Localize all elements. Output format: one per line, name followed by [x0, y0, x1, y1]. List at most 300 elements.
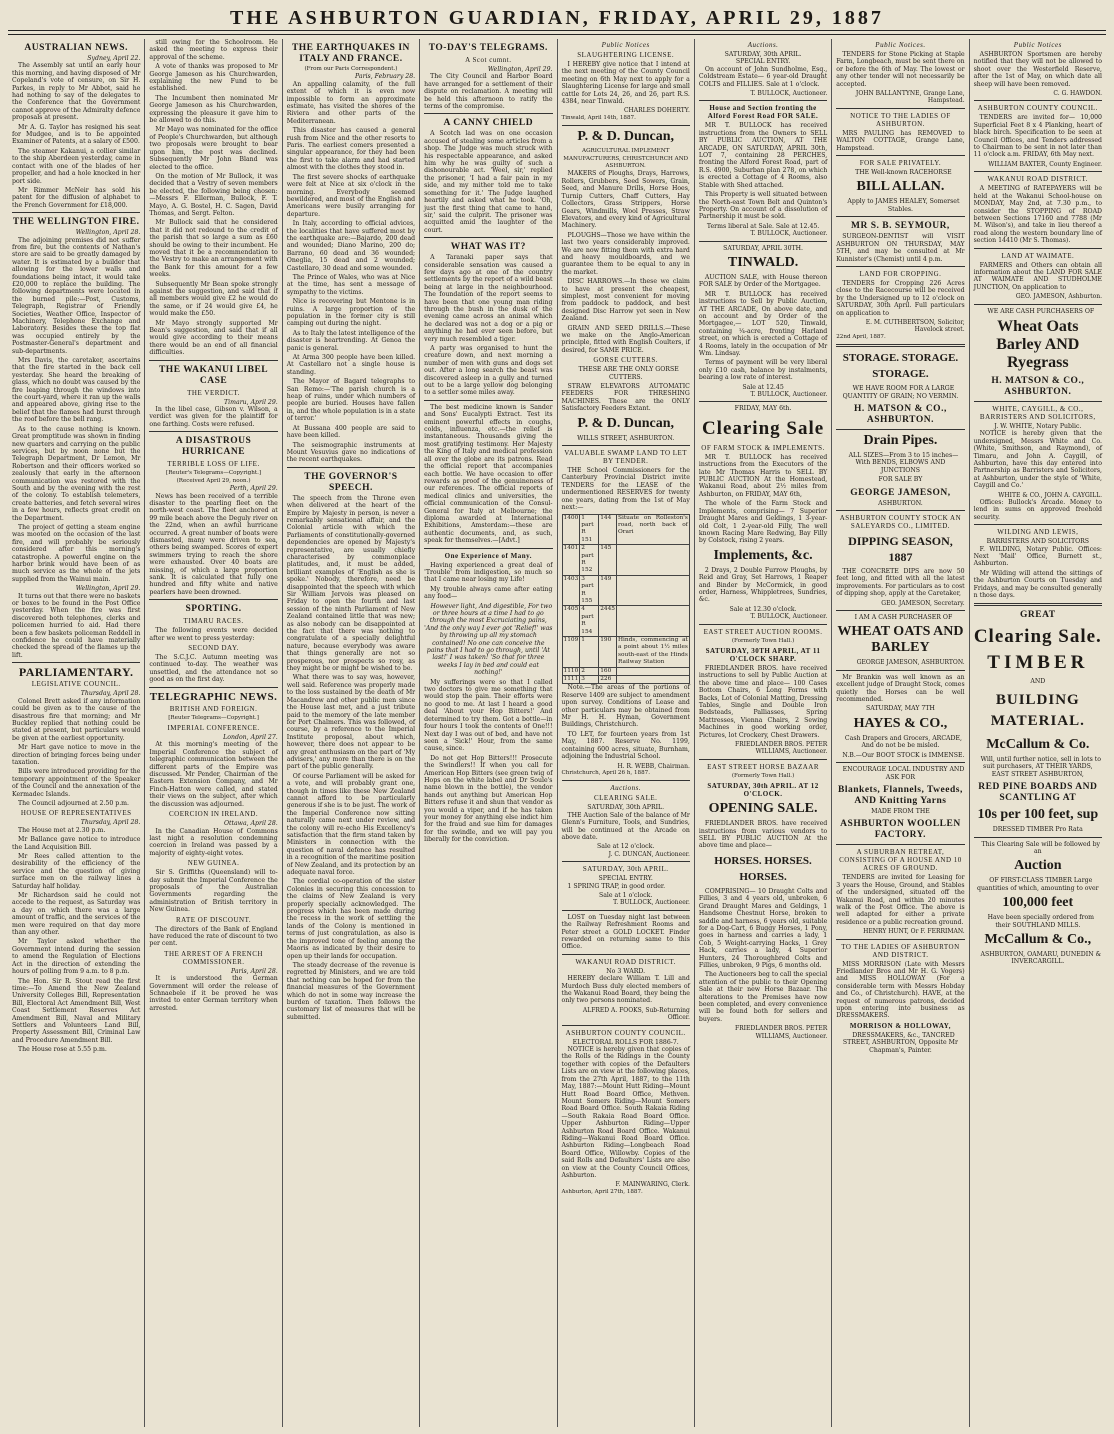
advert-title-clearing-sale: Clearing Sale.	[973, 625, 1102, 647]
notice-title-white-caygill: WHITE, CAYGILL, & CO., BARRISTERS AND SOLICITORS,	[979, 404, 1096, 421]
notice-title-house-section: House and Section fronting the Alford Forest Road FOR SALE.	[707, 104, 819, 121]
notice-text: THE CONCRETE DIPS are now 50 feet long, and fitted with all the latest improvements. For particulars as to cost of dipping shop, apply at the Caretaker,	[836, 568, 965, 598]
notice-text: Note.—The areas of the portions of Reserve 1409 are subject to amendment upon survey. Conditions of Lease and other particulars may be obtained from Mr H. H. Hyman, Government Buildings, Christchurch.	[561, 684, 690, 729]
divider	[12, 212, 140, 213]
advertisement-paragraph: However light, And digestible, For two or three hours at a time I had to go through the most Excruciating pains, 'And the only way I ever got 'Relief!' was by throwing up all my stomach contained! No one can conceive the pains that I had to go through, until 'At last!' I was taken! 'So that for three weeks I lay in bed and could eat nothing!'	[424, 602, 553, 677]
article-paragraph: Mr Ballance gave notice to introduce the Land Acquisition Bill.	[12, 836, 141, 851]
sale-time: Sale at 12.45	[742, 383, 784, 391]
notice-text: A MEETING of RATEPAYERS will be held at the Wakanui School-house on MONDAY, May 2nd, at 7.30 p.m., to consider the STOPPING of ROAD between Sections 17160 and 7788 (Mr M. Wilson's), and take in lieu thereof a road along the western boundary line of section 14410 (Mr S. Thomas).	[973, 185, 1102, 245]
table-cell-loc	[617, 545, 690, 576]
advert-title-wheat-oats-barley: WHEAT OATS AND BARLEY	[837, 624, 964, 656]
notice-text: 2 Drays, 2 Double Furrow Ploughs, by Reid and Gray, Set Harrows, 1 Reaper and Binder by McCormick, in good order, Harness, Whippletrees, Sundries, &c.	[698, 566, 828, 604]
article-paragraph: News has been received of a terrible disaster to the pearling fleet on the north-west coast. The fleet anchored at 99 mile beach above the Deguly river on the 22nd, when an awful hurricane occurred. A great number of boats were dismasted, many were driven to sea, others being swamped. Scores of expert swimmers trying to reach the shore were exhausted. Over 40 boats are missing, of which a large proportion sank. It is calculated that fully one hundred and fifty white and native pearlers have been drowned.	[149, 492, 278, 596]
column-6	[695, 39, 832, 1427]
notice-title-clearing-sale: CLEARING SALE.	[593, 794, 658, 803]
notice-text: I HEREBY give notice that I intend at the next meeting of the County Council meeting on 6th May next to apply for a Slaughtering License for large and small cattle for Lots 24, 26, and 26, part R.S. 4384, near Tinwald.	[561, 61, 690, 106]
table-cell-area: 144	[599, 514, 617, 545]
notice-text: NOTICE is hereby given that copies of the Rolls of the Ridings in the County together with copies of the Defaulters Lists are on view at the following places, from the 27th April, 1887, to the 11th May, 1887:—Mount Hutt Riding—Mount Hutt Road Board Office, Methven. Mount Somers Riding—Mount Somers Road Board Office. South Rakaia Riding—South Rakaia Road Board Office. Upper Ashburton Riding—Upper Ashburton Road Board Office. Wakanui Riding—Wakanui Road Board Office. Ashburton Riding—Longbeach Road Board Office, Willowby. Copies of the said Rolls and Defaulters' Lists are also on view at the County Council Offices, Ashburton.	[561, 1046, 690, 1179]
divider	[836, 344, 964, 347]
signature: FRIEDLANDER BROS. PETER WILLIAMS, Auctioneer.	[734, 1025, 828, 1040]
signature: E. M. CUTHBERTSON, Solicitor, Havelock street.	[865, 318, 965, 334]
notice-text: MR T. BULLOCK has received instructions to Sell by Public Auction, AT THE ARCADE, On above date, and on account and by Order of the Mortgagee,— LOT 520, Tinwald, containing ¼-acre, fronting Harland street, on which is erected a Cottage of 4 Rooms, lately in the occupation of Mr Wm. Lindsay.	[698, 290, 828, 357]
advert-text: ALL SIZES—From 3 to 15 inches— With BENDS, ELBOWS AND JUNCTIONS	[848, 451, 959, 474]
heading-telegraphic-news: TELEGRAPHIC NEWS.	[149, 690, 278, 703]
divider	[287, 467, 415, 468]
signature: T. BULLOCK, Auctioneer.	[750, 230, 828, 238]
section-header-auctions: Auctions.	[747, 41, 779, 49]
dateline: Paris, February 28.	[355, 73, 416, 81]
heading-wakanui-libel-case: THE WAKANUI LIBEL CASE	[158, 364, 269, 386]
sale-date: SATURDAY, 30th APRIL.	[724, 51, 802, 58]
advert-subtitle: AGRICULTURAL IMPLEMENT MANUFACTURERS, CHRISTCHURCH AND ASHBURTON.	[563, 148, 689, 170]
article-paragraph: The steady decrease of the revenue is regretted by Ministers, and we are told that nothing can be hoped for from the financial measures of the Government which do not in some way increase the burden of taxation. Then follows the customary list of measures that will be submitted.	[286, 961, 416, 1021]
divider	[836, 939, 964, 940]
advert-title-duncan: P. & D. Duncan,	[577, 415, 675, 431]
advert-text: Cash Drapers and Grocers, ARCADE, And do not be be misled.	[844, 734, 962, 750]
notice-text: TENDERS are invited for Leasing for 3 years the House, Ground, and Stables of the undersigned, situated off the Wakanui Road, and within 20 minutes walk of the Post Office. The above is well adapted for either a private residence or a public recreation ground.	[836, 874, 965, 926]
table-row	[562, 637, 689, 668]
divider	[836, 216, 964, 217]
table-cell-no: 1403	[562, 575, 580, 606]
divider	[12, 662, 140, 663]
divider	[836, 670, 964, 671]
sale-date: SATURDAY, 30TH APRIL, AT 11 O'CLOCK SHARP.	[705, 646, 821, 663]
divider	[562, 954, 690, 955]
article-paragraph: The seismographic instruments at Mount Vesuvius gave no indications of the recent earthquakes.	[286, 441, 416, 464]
heading-wellington-fire: THE WELLINGTON FIRE.	[12, 217, 140, 228]
notice-subtitle: SPECIAL ENTRY.	[598, 875, 653, 883]
divider	[424, 113, 552, 114]
dateline: Thursday, April 28.	[80, 819, 141, 827]
signature: F. MAINWARING, Clerk.	[615, 1181, 690, 1189]
article-paragraph: Mrs Davis, the caretaker, ascertains that the fire started in the back cell yesterday. She heard the breaking of glass, which no doubt was caused by the fire leaping through the windows into the court-yard, where it ran up the walls and appeared above, giving rise to the belief that the flames had burst through the roof before the bell rang.	[12, 357, 141, 424]
divider	[424, 400, 552, 401]
advert-title-mccallum: McCallum & Co.	[986, 736, 1090, 752]
advert-title-hayes: HAYES & CO.,	[853, 715, 948, 731]
article-paragraph: The directors of the Bank of England have reduced the rate of discount to two per cent.	[149, 925, 278, 948]
table-row	[562, 514, 689, 545]
notice-text: ASHBURTON Sportsmen are hereby notified that they will not be allowed to shoot over the Westerfield Reserve, after the 1st of May, on which date all sheep will have been removed.	[973, 51, 1102, 88]
notice-text: Terms of payment will be very liberal only £10 cash, balance by instalments, bearing a low rate of interest.	[698, 359, 828, 382]
table-cell-area: 2445	[599, 606, 617, 637]
advert-text: WE ARE CASH PURCHASERS OF	[987, 307, 1095, 315]
divider	[562, 1025, 690, 1026]
article-paragraph: As to the cause nothing is known. Great promptitude was shown in finding new quarters and carrying on the public services, but by noon none but the Telegraph Department, Dr Lemon, Mr Robertson and their officers worked so zealously that early in the afternoon communication was restored with the South and by the evening with the rest of the colony. To establish telemeters, create batteries, and fetch several wires in a few hours, reflects great credit on the Department.	[12, 425, 141, 522]
subheading-loss-of-life: TERRIBLE LOSS OF LIFE.	[167, 460, 260, 469]
advert-text: MAKERS of Ploughs, Drays, Harrows, Rollers, Grubbers, Seed Sowers, Grain, Seed, and Manure Drills, Horse Hoes, Turnip Cutters, Chaff Cutters, Hay Collectors, Grass Strippers, Horse Gears, Windmills, Wool Presses, Straw Elevators, and every kind of Agricultural Machinery.	[561, 170, 690, 230]
notice-title-for-sale: FOR SALE PRIVATELY.	[859, 159, 942, 168]
heading-what-was-it: WHAT WAS IT?	[450, 242, 526, 253]
notice-title-county-council: ASHBURTON COUNTY COUNCIL.	[565, 1028, 686, 1037]
table-cell-lot: 3 part R 155	[580, 575, 599, 606]
table-row	[562, 575, 689, 606]
advert-title-duncan: P. & D. Duncan,	[577, 129, 675, 145]
advert-text: I AM A CASH PURCHASER OF	[854, 614, 953, 622]
columns	[8, 39, 1106, 1427]
advert-text: PLOUGHS—Those we have within the last two years considerably improved. We are now fitting them with extra hard and heavy mouldboards, and we guarantee them to be equal to any in the market.	[561, 231, 690, 276]
table-cell-no: 1111	[563, 676, 579, 683]
article-paragraph: What there was to say was, however, well said. Reference was properly made to the loss sustained by the death of Mr Macandrew and other public men since the House last met, and a just tribute paid to the memory of the late member for Port Chalmers. This was followed, of course, by a reference to the Imperial Institute proposal, about which, however, there does not appear to be any great enthusiasm on the part of 'My advisers,' any more than there is on the part of the public generally.	[286, 674, 416, 771]
divider	[149, 599, 277, 600]
advert-text: OF FIRST-CLASS TIMBER Large quantities of which, amounting to over	[976, 877, 1099, 892]
advert-title-jameson: GEORGE JAMESON,	[850, 487, 951, 498]
advert-title-building-material: BUILDING MATERIAL.	[990, 691, 1085, 729]
advert-text: ENCOURAGE LOCAL INDUSTRY AND ASK FOR	[842, 766, 965, 781]
section-header-public-notices: Public Notices	[601, 41, 650, 49]
subheading-timaru-races: TIMARU RACES.	[183, 617, 244, 626]
masthead-title: THE ASHBURTON GUARDIAN, FRIDAY, APRIL 29, 1887	[8, 6, 1106, 31]
signature: WHITE & CO., JOHN A. CAYGILL.	[998, 491, 1102, 499]
notice-subtitle: (Formerly Town Hall.)	[731, 637, 795, 644]
dateline: Wellington, April 29.	[487, 66, 553, 73]
notice-text: THE Well-known RACEHORSE	[855, 169, 952, 177]
divider	[974, 171, 1102, 172]
divider	[149, 687, 277, 688]
notice-title: SATURDAY, 30th APRIL.	[582, 865, 669, 874]
article-paragraph: Mr Rees called attention to the desirability of the efficiency of the service and the question of giving surface men on the railway lines a Saturday half holiday.	[12, 853, 141, 890]
advertisement-paragraph: My trouble always came after eating any food—	[424, 585, 553, 601]
column-8	[970, 39, 1106, 1427]
notice-subtitle: ELECTORAL ROLLS FOR 1886-7.	[572, 1038, 679, 1046]
notice-text: TENDERS for Cropping 226 Acres close to the Racecourse will be received by the Undersigned up to 12 o'clock on SATURDAY, 30th April. Full particulars on application to	[836, 279, 965, 317]
subheading: A Scot cumnt.	[465, 56, 512, 64]
notice-title-auction-rooms: EAST STREET AUCTION ROOMS.	[703, 627, 823, 636]
notice-title-wilding-lewis: WILDING AND LEWIS,	[997, 528, 1079, 537]
table-cell-area: 149	[599, 575, 617, 606]
notice-title-horse-bazaar: EAST STREET HORSE BAZAAR	[707, 762, 819, 771]
notice-date: 22nd April, 1887.	[836, 333, 886, 340]
divider	[699, 401, 827, 402]
advert-title-blankets: Blankets, Flannels, Tweeds, AND Knitting Yarns	[838, 784, 963, 806]
article-paragraph: At Bussana 400 people are said to have been killed.	[286, 424, 416, 440]
notice-text: TO LET, for fourteen years from 1st May, 1887. Reserve No. 1199, containing 600 acres, situate, Burnham, adjoining the Industrial School.	[561, 730, 690, 761]
article-paragraph: The speech from the Throne even when delivered at the heart of the Empire by Majesty in person, is never a remarkably sensational affair, and the Colonial article with which the Parliaments of constitutionally-governed dependencies are opened by Majesty's representative, are usually chiefly characterised by commonplace platitudes, and, it must be added, brilliant examples of 'English as she is spoke.' Nobody, therefore, need be disappointed that the speech with which Sir William Jervois was pleased on Friday to open the fourth and last session of the ninth Parliament of New Zealand contained little that was new; as also nobody can be disappointed at the fact that there was nothing to congratulate of a specially delightful nature, because everybody was aware that things generally are not so prosperous, nor prospects so rosy, as they might be or might be wished to be.	[286, 494, 416, 673]
column-2	[145, 39, 282, 1427]
table-cell-loc	[617, 575, 690, 606]
notice-text: Mr Brankin was well known as an excellent judge of Draught Stock, comes quietly the Horses can be well recommended.	[836, 673, 965, 704]
article-paragraph: At this morning's meeting of the Imperial Conference the subject of telegraphic communication between the different parts of the Empire was discussed. Mr Pender, Chairman of the Eastern Extension Company, and Mr Finch-Hatton were called, and stated their views on the subject, after which the discussion was adjourned.	[149, 741, 278, 808]
advert-text: DISC HARROWS.—In these we claim to have at present the cheapest, simplest, most convenient for moving from paddock to paddock, and best designed Disc Harrow yet seen in New Zealand.	[561, 278, 690, 323]
table-cell-loc: Situate on Rolleston's road, north back of Orari	[617, 514, 690, 545]
notice-text: THE School Commissioners for the Canterbury Provincial District invite TENDERS for the LEASE of the undermentioned RESERVES for twenty one years, dating from the 1st of May next:—	[561, 467, 690, 512]
article-paragraph: An appalling calamity, of the full extent of which it is even now impossible to form an approximate estimate, has visited the shores of the Riviera and other parts of the Mediterranean.	[286, 80, 416, 125]
advert-quantity: 100,000 feet	[1002, 895, 1074, 911]
advert-title-woollen-factory: ASHBURTON WOOLLEN FACTORY.	[840, 819, 961, 841]
notice-text: Mr Wilding will attend the sittings of the Ashburton Courts on Tuesday and Fridays, and may be consulted generally n those days.	[973, 569, 1102, 600]
sale-terms: Terms liberal at Sale. Sale at 12.45.	[706, 222, 820, 230]
dateline: Thursday, April 28.	[80, 690, 141, 698]
advert-title-timber: TIMBER	[987, 651, 1089, 673]
divider	[974, 603, 1102, 606]
signature: H. R. WEBB, Chairman.	[617, 762, 690, 770]
signature: T. BULLOCK, Auctioneer.	[613, 899, 690, 907]
notice-text: TENDERS are invited for— 10,000 Superficial Feet 8 x 4 Planking, heart of black birch. Specification to be seen at Council Offices, and Tenders addressed to Chairman to be sent in not later than 11 o'clock a.m. FRIDAY, 6th May next.	[973, 114, 1102, 159]
sale-date: FRIDAY, MAY 6th.	[734, 405, 792, 413]
advert-text: ASHBURTON, OAMARU, DUNEDIN & INVERCARGILL.	[980, 950, 1102, 966]
article-paragraph: Mr Bullock said that he considered that it did not redound to the credit of the parish that so large a sum as £60 should be owing to their incumbent. He moved that it be a recommendation to the Vestry to make an arrangement with the Bank for this amount for a few weeks.	[149, 219, 278, 279]
divider	[149, 431, 277, 432]
article-paragraph: Nice is recovering but Mentone is in ruins. A large proportion of the population in the former city is still camping out during the night.	[286, 298, 416, 328]
sale-time: Sale at 1 o'clock.	[599, 891, 653, 899]
divider	[699, 624, 827, 625]
article-paragraph: As to Italy the latest intelligence of the disaster is heartrending. At Genoa the panic is general.	[286, 329, 416, 352]
advertisement-paragraph: Having experienced a great deal of 'Trouble' from indigestion, so much so that I came near losing my Life!	[424, 561, 553, 584]
notice-text: 1 SPRING TRAP, in good order.	[567, 882, 666, 890]
table-cell-loc	[617, 606, 690, 637]
heading-disastrous-hurricane: A DISASTROUS HURRICANE	[175, 436, 252, 458]
table-cell-lot: 1 part R 151	[580, 514, 599, 545]
advert-text: Will, until further notice, sell in lots to suit purchasers, AT THEIR YARDS, EAST STREET ASHBURTON,	[980, 755, 1101, 778]
divider	[699, 759, 827, 760]
divider	[974, 304, 1102, 305]
dateline: Wellington, April 29.	[75, 585, 141, 593]
table-cell-lot: 1	[580, 637, 599, 668]
notice-title-land-waimate: LAND AT WAIMATE.	[1001, 251, 1075, 260]
advert-text: WE HAVE ROOM FOR A LARGE QUANTITY OF GRAIN; NO VERMIN.	[842, 385, 959, 400]
table-cell-loc	[617, 676, 690, 684]
signature: ALFRED A. FOOKS, Sub-Returning Officer.	[582, 1006, 690, 1022]
advert-text: N.B.—Our BOOT STOCK is IMMENSE.	[842, 751, 965, 759]
article-paragraph: It is understood the German Government will order the release of Schnaebele if it be proved he was invited to enter German territory when arrested.	[149, 975, 278, 1012]
divider	[562, 780, 690, 781]
advert-title-storage: STORAGE. STORAGE. STORAGE.	[842, 352, 959, 381]
notice-text: FARMERS and Others can obtain all information about the LAND FOR SALE AT WAIMATE AND STUDHOLME JUNCTION, On application to	[973, 261, 1102, 291]
advert-title-matson: H. MATSON & CO., ASHBURTON.	[854, 403, 947, 425]
notice-date: Tinwald, April 14th, 1887.	[561, 114, 636, 121]
article-paragraph: In the libel case, Gibson v. Wilson, a verdict was given for the plaintiff for one farthing. Costs were refused.	[149, 406, 278, 428]
advert-title-drain-pipes: Drain Pipes.	[863, 432, 938, 448]
table-cell-area: 226	[599, 676, 617, 684]
notice-text: MRS PAULING has REMOVED to WALTON COTTAGE, Grange Lane, Hampstead.	[836, 129, 965, 152]
notice-title-wakanui: WAKANUI ROAD DISTRICT.	[987, 175, 1089, 184]
article-paragraph: At Arma 300 people have been killed. At Castellaro not a single house is standing.	[286, 354, 416, 376]
table-cell-no: 1401	[562, 545, 580, 576]
divider	[974, 100, 1102, 101]
subheading-rate-of-discount: RATE OF DISCOUNT.	[176, 915, 252, 924]
article-paragraph: The first severe shocks of earthquake were felt at Nice at six o'clock in the morning. Everybody seemed bewildered, and most of the English and Americans were busily arranging for departure.	[286, 173, 416, 218]
advert-title-mccallum: McCallum & Co.,	[984, 931, 1092, 947]
advert-text: Have been specially ordered from their SOUTHLAND MILLS.	[987, 914, 1095, 929]
article-paragraph: The project of getting a steam engine was mooted on the occasion of the last fire, and will probably be seriously considered after this morning's catastrophe. A powerful engine on the harbor brink would have been of as much service as the whole of the jets supplied from the Wainui main.	[12, 523, 141, 583]
notice-text: The Auctioneers beg to call the special attention of the public to their Opening Sale at their new Horse Bazaar. The alterations to the Premises have now been completed, and every convenience will be found both for sellers and buyers.	[698, 971, 828, 1023]
notice-title-saleyards: ASHBURTON COUNTY STOCK AN SALEYARDS CO., LIMITED.	[839, 514, 962, 530]
heading-australian-news: AUSTRALIAN NEWS.	[24, 43, 128, 53]
article-paragraph: On the motion of Mr Bullock, it was decided that a Vestry of seven members be elected, the following being chosen:—Messrs F. Ellerman, Bullock, F. T. Mayo, A. G. Bostel, H. C. Sagen, David Thomas, and Sergt. Felton.	[149, 172, 278, 217]
notice-text: TENDERS for Stone Picking at Staple Farm, Longbeach, must be sent there on or before the 6th of May. The lowest or any other tender will not necessarily be accepted.	[836, 51, 965, 88]
notice-text: THE Auction Sale of the balance of Mr Glenn's Furniture, Tools, and Sundries, will be continued at the Arcade on above date.	[561, 811, 690, 841]
advert-text: DRESSED TIMBER Pro Rata	[992, 826, 1083, 834]
divider	[974, 524, 1102, 525]
article-paragraph: The City Council and Harbor Board have arranged for a settlement of their dispute on reclamation. A meeting will be held this afternoon to ratify the terms of the compromise.	[424, 73, 553, 111]
article-paragraph: Mr Hart gave notice to move in the direction of bringing forces being under taxation.	[12, 744, 141, 766]
divider	[836, 108, 964, 109]
table-cell-area: 160	[599, 667, 617, 675]
table-cell-loc	[617, 667, 690, 675]
dateline: Timaru, April 29.	[224, 398, 278, 406]
dateline: Wellington, April 28.	[75, 229, 141, 237]
notice-title-land-cropping: LAND FOR CROPPING.	[859, 269, 942, 278]
notice-date: Ashburton, April 27th, 1887.	[561, 1188, 643, 1195]
table-cell-lot: 2	[580, 667, 599, 675]
table-row	[562, 667, 689, 675]
notice-title-bill-allan: BILL ALLAN.	[856, 179, 945, 195]
divider	[424, 548, 552, 549]
column-5	[558, 39, 695, 1427]
sale-date: SATURDAY, 30th APRIL. AT 12 O'CLOCK.	[707, 782, 819, 799]
table-cell-no: 1110	[563, 667, 579, 674]
divider	[974, 248, 1102, 249]
article-paragraph: The adjoining premises did not suffer from fire, but the contents of Nathan's store are said to be greatly damaged by water. It is estimated by a builder that allowing for the lower walls and foundations being intact, it would take £20,000 to replace the building. The following departments were located in the burned pile:—Post, Customs, Telegraph, Registrar of Friendly Societies, Weather Office, Inspector of Machinery, Telephone Exchange and Laboratory. Besides these the top flat was occupied entirely by the Postmaster-General's department and sub-departments.	[12, 236, 141, 355]
signature: T. BULLOCK, Auctioneer.	[750, 391, 828, 399]
correspondent-note: (From our Paris Correspondent.)	[304, 66, 398, 72]
masthead-rule	[8, 31, 1106, 35]
notice-title-ladies-district: TO THE LADIES OF ASHBURTON AND DISTRICT.	[841, 942, 960, 959]
notice-text: SURGEON-DENTIST will VISIT ASHBURTON ON THURSDAY, MAY 5TH, and may be consulted at Mr Kunnister's (Chemist) until 4 p.m.	[836, 233, 965, 263]
article-paragraph: Mr A. G. Taylor has resigned his seat for Mudgee, and is to be appointed Examiner of Patents, at a salary of £500.	[12, 123, 141, 146]
subheading-british-foreign: BRITISH AND FOREIGN.	[169, 704, 258, 713]
divider	[974, 837, 1102, 838]
article-paragraph: The Council adjourned at 2.50 p.m.	[18, 799, 130, 807]
notice-text: On account of John Sundholme, Esq., Coldstream Estate— 6 year-old Draught COLTS and FILLIES. Sale at 1 o'clock.	[698, 65, 828, 88]
signature: GEO. JAMESON, Secretary.	[881, 599, 965, 607]
table-cell-no: 1109	[562, 637, 580, 668]
notice-title-ladies: NOTICE TO THE LADIES OF ASHBURTON.	[850, 111, 951, 128]
table-row	[562, 606, 689, 637]
advert-text: FOR SALE BY	[878, 476, 923, 484]
signature: HENRY HUNT, Or F. FERRIMAN.	[863, 928, 965, 936]
dateline: Perth, April 29.	[229, 485, 278, 493]
notice-heading-implements: Implements, &c.	[713, 547, 813, 563]
wire-credit: [Reuter's Telegrams—Copyright.]	[166, 470, 262, 477]
notice-text: FRIEDLANDER BROS. have received instructions to sell by Public Auction at the above time and place— 100 Cases Bottom Chairs, 6 Long Forms with Backs, Lot of Colonial Matting, Dressing Tables, Single and Double Iron Bedsteads, Palliasses, Spring Mattresses, Vienna Chairs, 2 Sewing Machines in good working order, Pictures, lot Crockery, Chest Drawers.	[698, 664, 828, 739]
table-cell-lot: 2 part R 152	[580, 545, 599, 576]
advert-text: AND	[1030, 677, 1046, 685]
notice-subtitle: No 3 WARD.	[606, 967, 646, 975]
table-cell-loc: Hinds, commencing at a point about 1½ miles south-east of the Hinds Railway Station	[618, 637, 688, 666]
column-4	[420, 39, 557, 1427]
subheading-house-of-representatives: HOUSE OF REPRESENTATIVES	[20, 809, 132, 818]
article-paragraph: still owing for the Schoolroom. He asked the meeting to express their approval of the scheme.	[149, 39, 278, 61]
divider	[836, 844, 964, 845]
notice-text: LOST on Tuesday night last between the Railway Refreshment Rooms and Peter street a GOLD LOCKET. Finder rewarded on returning same to this Office.	[561, 913, 690, 951]
divider	[699, 241, 827, 242]
article-paragraph: The Prince of Wales, who was at Nice at the time, has sent a message of sympathy to the victims.	[286, 273, 416, 296]
divider	[836, 762, 964, 763]
notice-text: COMPRISING— 10 Draught Colts and Fillies, 3 and 4 years old, unbroken, 6 Grand Draught Mares and Geldings, 1 Handsome Chestnut Horse, broken to saddle and harness, 6 years old, suitable for a Dog-Cart, 6 Buggy Horses, 1 Pony, goes in harness and carries a lady, 1 Cob, 5 Weight-carrying Hacks, 1 Grey Hack, carries a lady, 4 Superior Hunters, 24 Thoroughbred Colts and Fillies, unbroken, 9 Pigs, 6 months old.	[698, 887, 828, 969]
notice-text: FRIEDLANDER BROS. have received instructions from various vendors to SELL BY PUBLIC AUCTION At the above time and place—	[698, 820, 828, 850]
divider	[974, 401, 1102, 402]
article-paragraph: In Italy, according to official advices, the localities that have suffered most by the earthquake are:—Bajardo, 200 dead and wounded; Diano Marino, 200 do; Barrano, 60 dead and 36 wounded; Oneglia, 15 dead and 2 wounded; Castellaro, 30 dead and some wounded.	[286, 220, 416, 272]
article-paragraph: The House rose at 5.55 p.m.	[18, 1046, 107, 1054]
divider	[149, 360, 277, 361]
article-paragraph: A party was organised to hunt the creature down, and next morning a number of men with guns and dogs set out. After a long search the beast was discovered asleep in a gully and turned out to be a large yellow dog belonging to a settler some miles away.	[424, 345, 553, 397]
table-row	[562, 676, 689, 684]
signature: CHARLES DOHERTY.	[623, 107, 690, 115]
advert-text: THESE ARE THE ONLY GORSE CUTTERS.	[578, 366, 679, 381]
notice-text: J. W. WHITE, Notary Public.	[994, 422, 1082, 430]
signature: FRIEDLANDER BROS. PETER WILLIAMS, Auctioneer.	[734, 741, 828, 756]
notice-heading-horses: HORSES. HORSES. HORSES.	[714, 854, 812, 883]
notice-text: NOTICE is hereby given that the undersigned, Messrs White and Co. (White, Smithson, and Raymond), of Timaru, and John A. Caygill, of Ashburton, have this day entered into Partnership as Barristers and Solicitors, at Ashburton, under the style of 'White, Caygill and Co.'	[973, 430, 1102, 490]
advertisement-paragraph: The best medicine known is Sander and Sons' Eucalypti Extract. Test its eminent powerful effects in coughs, colds, influenza, etc.—the relief is instantaneous. Thousands giving the most gratifying testimony. Her Majesty the King of Italy and medical profession all over the globe are its patrons. Read the official report that accompanies each bottle. We have occasion to offer rewards as proof of the genuineness of our references. The official reports of medical clinics and universities, the official communication of the Consul-General for Italy at Melbourne; the diploma awarded at International Exhibitions, Amsterdam:—these are authentic documents, and, as such, speak for themselves.—[Advt.]	[424, 403, 553, 545]
notice-title-clearing-sale: Clearing Sale	[701, 417, 825, 439]
column-7	[832, 39, 969, 1427]
advert-title-grain: Wheat Oats Barley AND Ryegrass	[996, 317, 1080, 371]
article-paragraph: Mr Taylor asked whether the Government intend during the session to amend the Regulation of Elections Act in the direction of extending the hours of polling from 9 a.m. to 8 p.m.	[12, 938, 141, 976]
article-paragraph: In the Canadian House of Commons last night a resolution condemning coercion in Ireland was passed by a majority of eighty-eight votes.	[149, 827, 278, 857]
dateline: London, April 27.	[223, 734, 278, 742]
article-paragraph: The Assembly sat until an early hour this morning, and having disposed of Mr Copeland's vote of censure, on Sir H. Parkes, in reply to Mr Abbot, said he had nothing to say of the delegates to the Conference that the Government cannot approve of the Admiralty defence proposals at present.	[12, 62, 141, 122]
article-paragraph: Mr Mayo was nominated for the office of People's Churchwarden, but although two proposals were brought to bear upon him, the post was declined. Subsequently Mr John Bland was elected to the office.	[149, 126, 278, 171]
advert-title-morrison-holloway: MORRISON & HOLLOWAY,	[849, 1021, 951, 1030]
divider	[836, 155, 964, 156]
notice-subtitle: OF FARM STOCK & IMPLEMENTS.	[701, 443, 825, 452]
notice-title-seymour: MR S. B. SEYMOUR,	[851, 221, 950, 232]
table-cell-lot: 3	[580, 676, 599, 684]
article-paragraph: Mr Richardson said he could not accede to the request, as Saturday was a day on which there was a large amount of traffic, and the services of the men were required on that day more than any other.	[12, 892, 141, 937]
advert-text: This Clearing Sale will be followed by an	[981, 840, 1101, 855]
divider	[562, 125, 690, 126]
received-note: (Received April 29, noon.)	[176, 477, 251, 484]
advert-price: 10s per 100 feet, sup	[977, 807, 1099, 823]
article-paragraph: Mr Rimmer McNeir has sold his patent for the diffusion of alphabet to the French Government for £18,000.	[12, 186, 141, 209]
signature: GEO. JAMESON, Ashburton.	[1015, 293, 1102, 301]
notice-title-swamp-land: VALUABLE SWAMP LAND TO LET BY TENDER.	[564, 449, 688, 466]
sale-time: Sale at 12 o'clock.	[597, 843, 655, 851]
table-row	[562, 545, 689, 576]
dateline: Paris, April 28.	[230, 967, 278, 975]
divider	[699, 100, 827, 101]
sale-time: Sale at 12.30 o'clock.	[729, 605, 797, 613]
subheading-imperial-conference: IMPERIAL CONFERENCE.	[167, 724, 260, 733]
advert-address: ASHBURTON.	[878, 499, 923, 507]
column-1	[8, 39, 145, 1427]
subheading-coercion-ireland: COERCION IN IRELAND.	[168, 810, 259, 819]
divider	[562, 445, 690, 446]
section-header-public-notices: Public Notices	[1013, 41, 1062, 49]
notice-title-slaughtering-license: SLAUGHTERING LICENSE.	[577, 51, 675, 59]
notice-date: Christchurch, April 26 h, 1887.	[561, 769, 650, 776]
divider	[836, 610, 964, 611]
notice-text: MR T. BULLOCK has received instructions from the Executors of the late Mr Thomas Harris to SELL BY PUBLIC AUCTION At the Homestead, Wakanui Road, about 2½ miles from Ashburton, on FRIDAY, MAY 6th,	[698, 453, 828, 498]
notice-text: The whole of the Farm Stock and Implements, comprising— 7 Superior Draught Mares and Geldings, 1 3-year-old Colt, 1 2-year-old Filly, The well known Racing Mare Redwing, Bay Filly by Colstock, rising 2 years.	[698, 500, 828, 545]
advert-text: GRAIN AND SEED DRILLS.—These we make on the Anglo-American principle, fitted with English Coulters, if desired, for SAME PRICE.	[561, 324, 690, 354]
signature: JOHN BALLANTYNE, Grange Lane, Hampstead.	[855, 90, 965, 105]
heading-canny-chield: A CANNY CHIELD	[443, 118, 534, 129]
notice-subtitle: (Formerly Town Hall.)	[731, 772, 795, 779]
article-paragraph: A vote of thanks was proposed to Mr George Jameson as his Churchwarden, explaining the new Fund to be established.	[149, 63, 278, 93]
divider	[836, 429, 964, 430]
article-paragraph: Sir S. Griffiths (Queensland) will to-day submit the Imperial Conference the proposals of the Australian Governments regarding the administration of British territory in New Guinea.	[149, 869, 278, 914]
notice-text: Apply to JAMES HEALEY, Somerset Stables.	[847, 198, 960, 213]
advert-title-matson: H. MATSON & CO., ASHBURTON.	[991, 375, 1085, 397]
advert-text: MADE FROM THE	[871, 807, 930, 815]
article-paragraph: Colonel Brett asked if any information could be given as to the cause of the disastrous fire that morning; and Mr Buckley replied that nothing could be stated at present, but particulars would be given at the earliest opportunity.	[12, 697, 141, 742]
advert-text: STRAW ELEVATORS AUTOMATIC FEEDERS FOR THRESHING MACHINES. These are the ONLY Satisfactory Feeders Extant.	[561, 383, 690, 413]
notice-text: HEREBY declare William T. Lill and Murdoch Buss duly elected members of the Wakanui Road Board, they being the only two persons nominated.	[561, 975, 690, 1005]
advert-subheading: GORSE CUTTERS.	[593, 356, 658, 365]
signature: GEORGE JAMESON, ASHBURTON.	[856, 659, 965, 667]
section-header-auctions: Auctions.	[610, 784, 642, 793]
dateline: Sydney, April 22.	[87, 55, 141, 62]
signature: T. BULLOCK, Auctioneer.	[750, 90, 828, 98]
notice-subtitle: SPECIAL ENTRY.	[735, 58, 791, 66]
subheading-french-commissioner: THE ARREST OF A FRENCH COMMISSIONER.	[164, 949, 263, 966]
dateline: Ottawa, April 28.	[223, 820, 278, 828]
article-paragraph: The cordial co-operation of the sister Colonies in securing this concession to the claims of New Zealand is very properly specially acknowledged. The progress which has been made during the recess in the work of settling the lands of the Colony is mentioned in terms of just congratulation, as also is the improved tone of feeling among the Maoris as indicated by their desire to open up their lands for occupation.	[286, 878, 416, 960]
article-paragraph: Mr Mayo strongly supported Mr Bean's suggestion, and said that if all would give according to their means there would be an end of all financial difficulties.	[149, 319, 278, 357]
advert-title-auction: Auction	[1014, 858, 1062, 874]
